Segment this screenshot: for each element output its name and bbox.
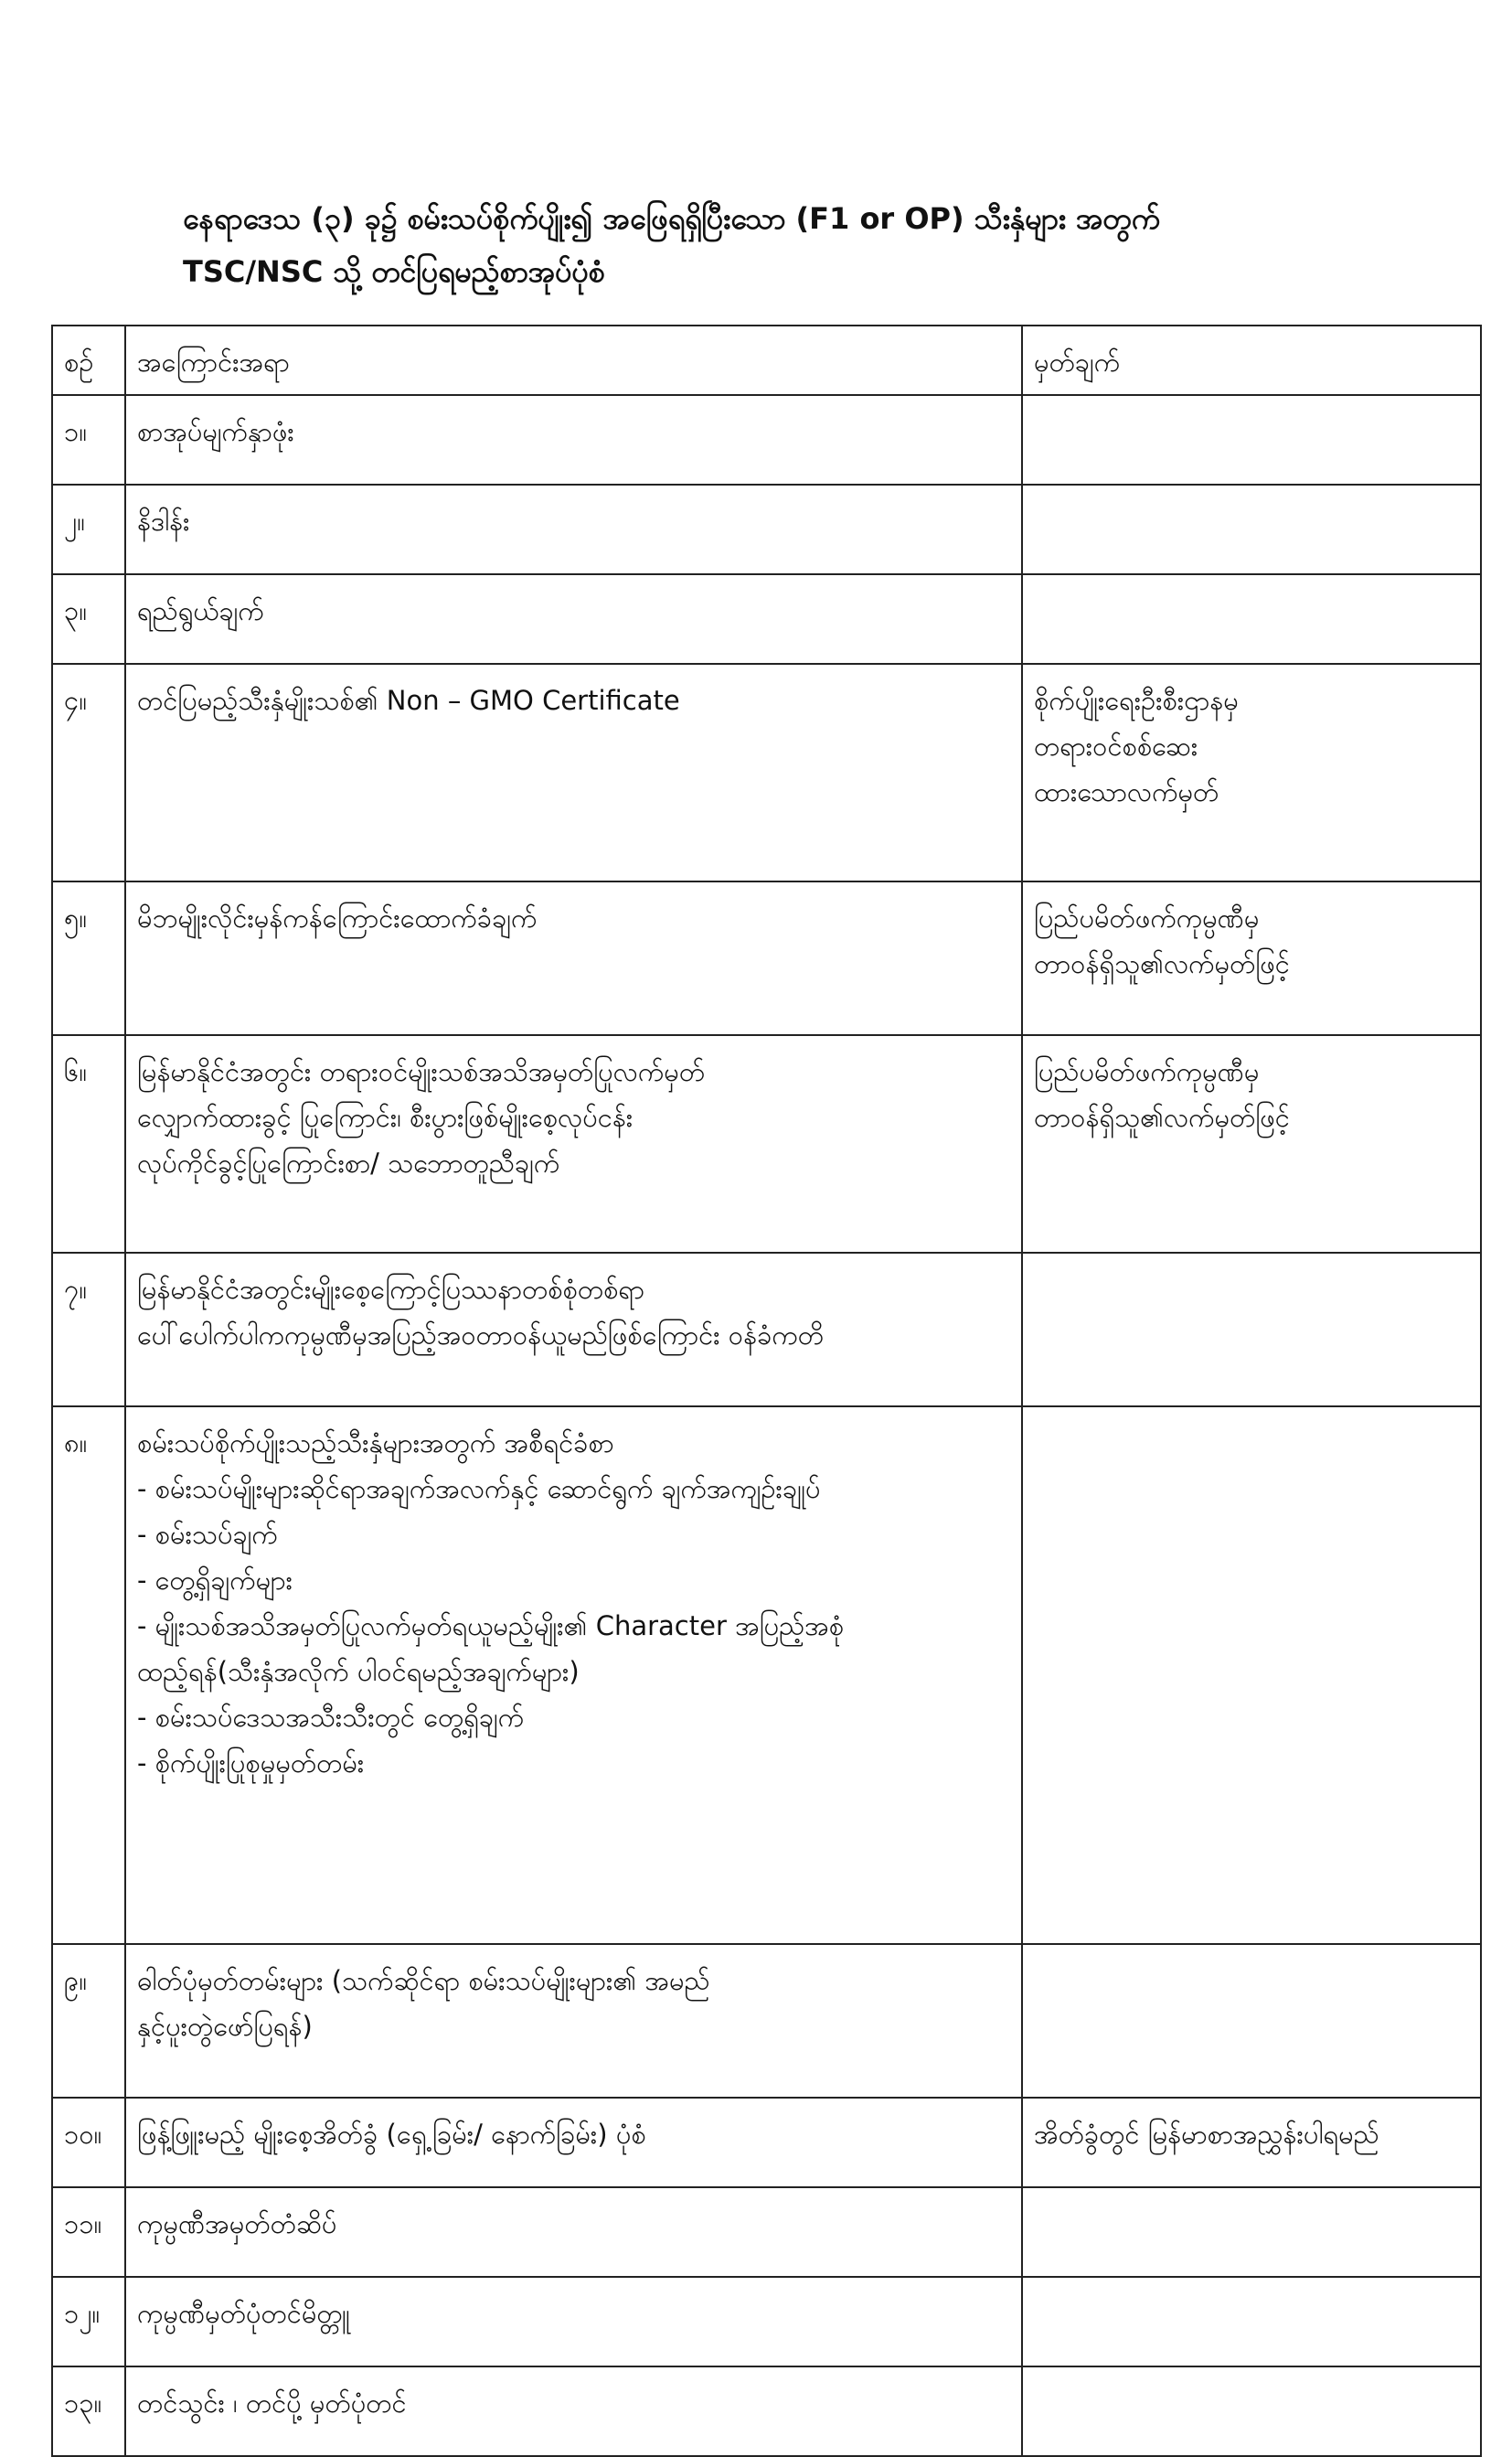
table-row bbox=[52, 1406, 1481, 1944]
row-item bbox=[125, 574, 1022, 664]
row-number: ၁၂။ bbox=[52, 2277, 125, 2366]
item-lines bbox=[137, 1958, 1010, 2049]
row-note bbox=[1022, 2277, 1481, 2366]
row-note bbox=[1022, 1253, 1481, 1406]
item-line: နှင့်ပူးတွဲဖော်ပြရန်) bbox=[137, 2011, 313, 2042]
item-line: မြန်မာနိုင်ငံအတွင်းမျိုးစေ့ကြောင့်ပြဿနာတစ်စုံတစ်ရာ bbox=[137, 1274, 644, 1305]
header-note: မှတ်ချက် bbox=[1022, 326, 1481, 395]
title-line-2: TSC/NSC သို့ တင်ပြရမည့်စာအုပ်ပုံစံ bbox=[183, 254, 605, 289]
row-item bbox=[125, 1035, 1022, 1253]
row-item bbox=[125, 1253, 1022, 1406]
item-line: စမ်းသပ်စိုက်ပျိုးသည့်သီးနှံများအတွက် အစီရင်ခံစာ bbox=[137, 1427, 614, 1458]
item-line: - မျိုးသစ်အသိအမှတ်ပြုလက်မှတ်ရယူမည့်မျိုး၏ Character အပြည့်အစုံ bbox=[137, 1610, 845, 1641]
item-line: - တွေ့ရှိချက်များ bbox=[137, 1565, 293, 1596]
row-item bbox=[125, 881, 1022, 1035]
row-number: ၁၃။ bbox=[52, 2366, 125, 2456]
table-row bbox=[52, 2187, 1481, 2277]
row-item bbox=[125, 664, 1022, 881]
row-item bbox=[125, 2366, 1022, 2456]
row-note bbox=[1022, 574, 1481, 664]
requirements-table bbox=[51, 325, 1482, 2457]
note-line: တာဝန်ရှိသူ၏လက်မှတ်ဖြင့် bbox=[1034, 1102, 1290, 1133]
row-note bbox=[1022, 2187, 1481, 2277]
item-line: လျှောက်ထားခွင့် ပြုကြောင်း၊ စီးပွားဖြစ်မျိုးစေ့လုပ်ငန်း bbox=[137, 1102, 634, 1133]
row-note bbox=[1022, 485, 1481, 574]
item-lines bbox=[137, 2380, 1010, 2426]
note-line: တာဝန်ရှိသူ၏လက်မှတ်ဖြင့် bbox=[1034, 948, 1290, 979]
item-line: ကုမ္ပဏီမှတ်ပုံတင်မိတ္တူ bbox=[137, 2298, 350, 2329]
item-line: ကုမ္ပဏီအမှတ်တံဆိပ် bbox=[137, 2208, 337, 2239]
note-lines bbox=[1034, 2111, 1469, 2157]
row-number: ၃။ bbox=[52, 574, 125, 664]
title-line-1: နေရာဒေသ (၃) ခု၌ စမ်းသပ်စိုက်ပျိုး၍ အဖြေရရှိပြီးသော (F1 or OP) သီးနှံများ အတွက် bbox=[183, 201, 1160, 236]
item-line: တင်သွင်း ၊ တင်ပို့ မှတ်ပုံတင် bbox=[137, 2388, 407, 2419]
note-lines bbox=[1034, 1049, 1469, 1140]
row-item bbox=[125, 2277, 1022, 2366]
row-number: ၇။ bbox=[52, 1253, 125, 1406]
row-note bbox=[1022, 2098, 1481, 2187]
item-line: - စမ်းသပ်ဒေသအသီးသီးတွင် တွေ့ရှိချက် bbox=[137, 1702, 525, 1733]
note-lines bbox=[1034, 895, 1469, 987]
table-row bbox=[52, 485, 1481, 574]
table-body bbox=[52, 395, 1481, 2456]
row-item bbox=[125, 1406, 1022, 1944]
document-title bbox=[183, 192, 1371, 298]
row-note bbox=[1022, 395, 1481, 485]
row-note bbox=[1022, 1406, 1481, 1944]
table-row bbox=[52, 2277, 1481, 2366]
item-line: - စမ်းသပ်ချက် bbox=[137, 1519, 278, 1550]
table-row bbox=[52, 395, 1481, 485]
item-line: ပေါ်ပေါက်ပါကကုမ္ပဏီမှအပြည့်အဝတာဝန်ယူမည်ဖြစ်ကြောင်း ဝန်ခံကတိ bbox=[137, 1319, 825, 1351]
item-lines bbox=[137, 2111, 1010, 2157]
item-lines bbox=[137, 895, 1010, 941]
item-lines bbox=[137, 498, 1010, 544]
item-line: ရည်ရွယ်ချက် bbox=[137, 595, 264, 626]
table-row bbox=[52, 2098, 1481, 2187]
table-row bbox=[52, 2366, 1481, 2456]
row-note bbox=[1022, 1035, 1481, 1253]
note-line: အိတ်ခွံတွင် မြန်မာစာအညွှန်းပါရမည် bbox=[1034, 2119, 1379, 2150]
item-line: နိဒါန်း bbox=[137, 506, 190, 537]
row-number: ၁၁။ bbox=[52, 2187, 125, 2277]
row-item bbox=[125, 1944, 1022, 2098]
item-lines bbox=[137, 1049, 1010, 1186]
item-line: မြန်မာနိုင်ငံအတွင်း တရားဝင်မျိုးသစ်အသိအမှတ်ပြုလက်မှတ် bbox=[137, 1056, 706, 1087]
table-row bbox=[52, 574, 1481, 664]
item-lines bbox=[137, 588, 1010, 634]
row-number: ၈။ bbox=[52, 1406, 125, 1944]
note-line: ပြည်ပမိတ်ဖက်ကုမ္ပဏီမှ bbox=[1034, 1056, 1260, 1087]
row-number: ၁။ bbox=[52, 395, 125, 485]
row-number: ၅။ bbox=[52, 881, 125, 1035]
item-line: စာအုပ်မျက်နှာဖုံး bbox=[137, 416, 294, 447]
row-note bbox=[1022, 2366, 1481, 2456]
item-line: တင်ပြမည့်သီးနှံမျိုးသစ်၏ Non – GMO Certificate bbox=[137, 685, 680, 716]
item-lines bbox=[137, 409, 1010, 454]
row-item bbox=[125, 2187, 1022, 2277]
item-line: ထည့်ရန်(သီးနှံအလိုက် ပါဝင်ရမည့်အချက်များ) bbox=[137, 1656, 580, 1687]
note-line: စိုက်ပျိုးရေးဦးစီးဌာနမှ bbox=[1034, 685, 1239, 716]
row-item bbox=[125, 2098, 1022, 2187]
item-lines bbox=[137, 2291, 1010, 2336]
row-number: ၂။ bbox=[52, 485, 125, 574]
row-note bbox=[1022, 664, 1481, 881]
table-row bbox=[52, 1035, 1481, 1253]
item-line: - စမ်းသပ်မျိုးများဆိုင်ရာအချက်အလက်နှင့် ဆောင်ရွက် ချက်အကျဉ်းချုပ် bbox=[137, 1473, 821, 1504]
table-row bbox=[52, 664, 1481, 881]
item-line: လုပ်ကိုင်ခွင့်ပြုကြောင်းစာ/ သဘောတူညီချက် bbox=[137, 1148, 560, 1179]
item-lines bbox=[137, 678, 1010, 723]
table-row bbox=[52, 881, 1481, 1035]
note-lines bbox=[1034, 678, 1469, 815]
item-line: ဖြန့်ဖြူးမည့် မျိုးစေ့အိတ်ခွံ (ရှေ့ခြမ်း/ နောက်ခြမ်း) ပုံစံ bbox=[137, 2119, 646, 2150]
item-lines bbox=[137, 2201, 1010, 2247]
header-no: စဉ် bbox=[52, 326, 125, 395]
table-row bbox=[52, 1253, 1481, 1406]
row-item bbox=[125, 485, 1022, 574]
note-line: တရားဝင်စစ်ဆေး bbox=[1034, 731, 1198, 762]
row-number: ၄။ bbox=[52, 664, 125, 881]
note-line: ထားသောလက်မှတ် bbox=[1034, 776, 1219, 807]
row-number: ၉။ bbox=[52, 1944, 125, 2098]
row-item bbox=[125, 395, 1022, 485]
row-number: ၁၀။ bbox=[52, 2098, 125, 2187]
row-number: ၆။ bbox=[52, 1035, 125, 1253]
row-note bbox=[1022, 881, 1481, 1035]
item-lines bbox=[137, 1420, 1010, 1786]
item-line: - စိုက်ပျိုးပြုစုမှုမှတ်တမ်း bbox=[137, 1747, 365, 1779]
note-line: ပြည်ပမိတ်ဖက်ကုမ္ပဏီမှ bbox=[1034, 903, 1260, 934]
header-item: အကြောင်းအရာ bbox=[125, 326, 1022, 395]
table-header-row bbox=[52, 326, 1481, 395]
table-row bbox=[52, 1944, 1481, 2098]
item-line: ဓါတ်ပုံမှတ်တမ်းများ (သက်ဆိုင်ရာ စမ်းသပ်မျိုးများ၏ အမည် bbox=[137, 1965, 710, 1996]
item-lines bbox=[137, 1266, 1010, 1358]
row-note bbox=[1022, 1944, 1481, 2098]
item-line: မိဘမျိုးလိုင်းမှန်ကန်ကြောင်းထောက်ခံချက် bbox=[137, 903, 538, 934]
